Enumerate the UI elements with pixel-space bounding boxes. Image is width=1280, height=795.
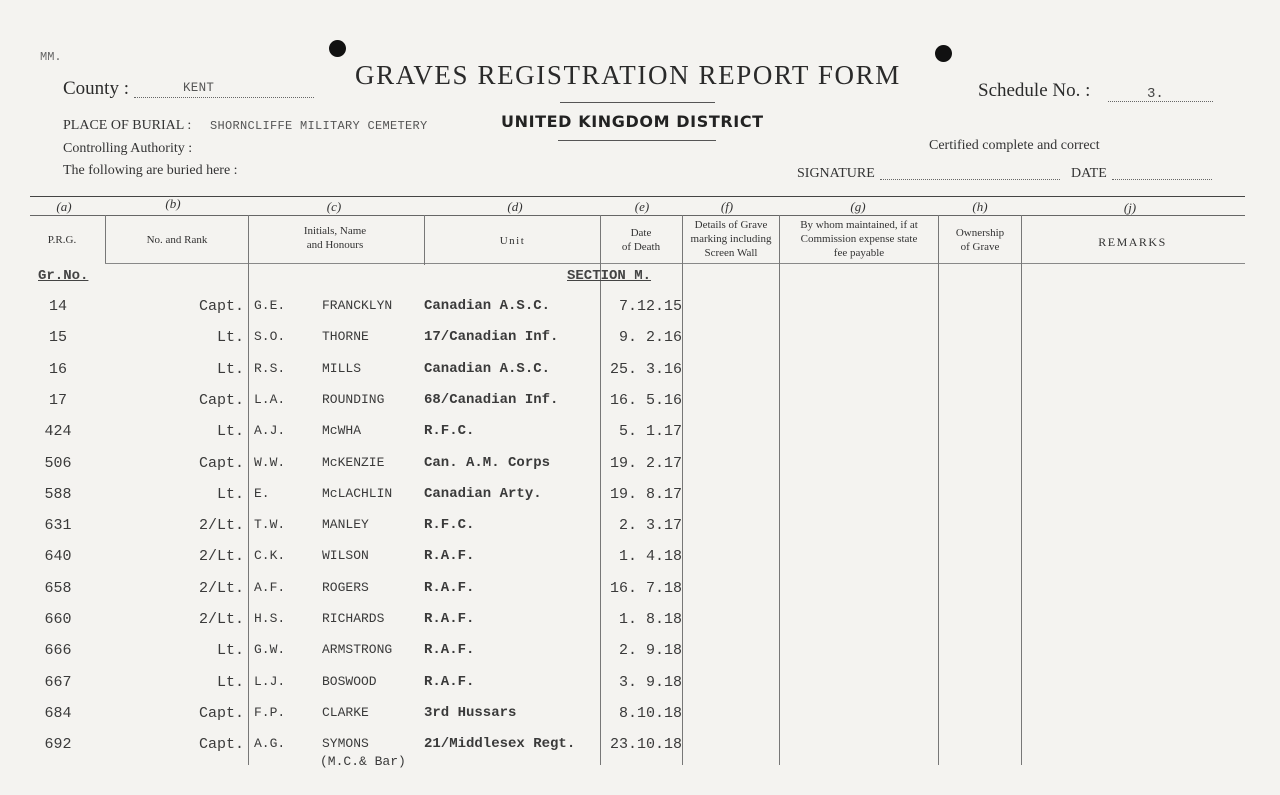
county-value: KENT [183,81,215,95]
place-label: PLACE OF BURIAL : [63,118,192,133]
district-underline [558,140,716,141]
date-of-death: 19. 8.17 [609,485,682,503]
form-title: GRAVES REGISTRATION REPORT FORM [355,60,901,90]
grave-number: 660 [44,611,72,628]
corner-mark: MM. [40,50,62,64]
column-letter-g: (g) [850,199,866,214]
county-line [134,97,314,98]
grave-number: 17 [48,391,67,409]
gr-no-label: Gr.No. [38,268,89,284]
rank: Capt. [198,704,244,722]
table-row [0,705,1280,733]
unit: R.F.C. [424,517,475,534]
column-letter-e: (e) [634,199,650,214]
initials: L.J. [254,673,286,689]
surname: RICHARDS [322,611,385,626]
rank: Lt. [216,360,244,378]
unit: R.A.F. [424,611,475,627]
district-heading: UNITED KINGDOM DISTRICT [501,112,764,131]
rank: Lt. [216,485,244,503]
grave-number: 684 [44,704,72,722]
unit: R.F.C. [424,423,475,440]
column-header-grave-details: Details of Grave marking including Screen Wall [690,219,772,259]
rank: Lt. [216,642,244,660]
initials: G.W. [254,642,286,658]
initials: A.J. [254,423,286,439]
table-row [0,423,1280,451]
initials: E. [254,485,270,501]
surname: McWHA [322,423,362,439]
table-top-rule [30,196,1245,197]
rank: Capt. [198,736,244,754]
unit: Canadian A.S.C. [424,360,551,377]
column-letter-h: (h) [972,199,988,214]
unit: R.A.F. [424,673,475,690]
initials: A.G. [254,736,286,752]
date-of-death: 8.10.18 [618,704,682,722]
title-underline [560,102,715,103]
unit: 21/Middlesex Regt. [424,736,576,753]
rank: 2/Lt. [198,548,244,566]
column-divider [424,215,425,265]
section-label: SECTION M. [567,268,652,284]
unit: Canadian Arty. [424,485,542,502]
surname: THORNE [322,329,369,345]
honours: (M.C.& Bar) [320,754,406,770]
table-row [0,642,1280,670]
column-header-remarks: REMARKS [1098,235,1167,249]
rank: Capt. [198,454,244,472]
column-divider [105,215,106,263]
date-line [1112,179,1212,180]
surname: MANLEY [322,517,369,533]
grave-number: 666 [44,642,72,660]
surname: SYMONS [322,736,369,752]
date-of-death: 9. 2.16 [618,329,682,347]
date-of-death: 5. 1.17 [618,423,682,441]
initials: L.A. [254,391,286,407]
grave-number: 16 [48,360,67,378]
date-of-death: 19. 2.17 [609,454,682,472]
rank: Capt. [198,298,244,315]
column-header-rank: No. and Rank [146,234,208,246]
date-of-death: 7.12.15 [618,298,682,315]
unit: R.A.F. [424,642,475,659]
date-of-death: 16. 7.18 [609,579,682,597]
date-label: DATE [1071,166,1107,181]
date-of-death: 3. 9.18 [618,673,682,691]
date-of-death: 2. 3.17 [618,517,682,535]
grave-number: 640 [44,548,72,566]
initials: R.S. [254,360,286,376]
grave-number: 667 [44,673,72,691]
surname: McKENZIE [322,454,385,470]
surname: ROUNDING [322,391,385,407]
unit: R.A.F. [424,548,475,565]
rank: 2/Lt. [198,517,244,535]
punch-hole-left [329,40,346,57]
signature-label: SIGNATURE [797,166,875,181]
table-row [0,580,1280,608]
table-row [0,736,1280,770]
initials: A.F. [254,579,286,595]
rank: 2/Lt. [198,611,244,628]
rank: Lt. [216,329,244,347]
column-letter-a: (a) [56,199,72,214]
date-of-death: 2. 9.18 [618,642,682,660]
column-header-ownership: Ownership of Grave [955,227,1005,253]
unit: 3rd Hussars [424,704,517,721]
buried-here-label: The following are buried here : [63,163,238,178]
schedule-label: Schedule No. : [978,80,1091,101]
table-row [0,486,1280,514]
column-header-date: Date of Death [621,227,661,253]
initials: C.K. [254,548,286,564]
table-row [0,361,1280,389]
column-header-prg: P.R.G. [47,234,77,246]
unit: Canadian A.S.C. [424,298,551,314]
table-row [0,517,1280,545]
rank: Capt. [198,391,244,409]
surname: WILSON [322,548,369,564]
date-of-death: 25. 3.16 [609,360,682,378]
table-row [0,329,1280,357]
surname: MILLS [322,360,362,376]
column-letter-rule [30,215,1245,216]
initials: T.W. [254,517,286,533]
grave-number: 424 [44,423,72,441]
signature-line [880,179,1060,180]
rank: Lt. [216,673,244,691]
initials: H.S. [254,611,286,626]
initials: F.P. [254,704,286,720]
unit: 68/Canadian Inf. [424,391,559,408]
column-letter-j: (j) [1123,200,1137,215]
date-of-death: 1. 8.18 [618,611,682,628]
surname: ROGERS [322,579,369,595]
grave-number: 588 [44,485,72,503]
schedule-value: 3. [1147,86,1164,102]
initials: S.O. [254,329,286,345]
grave-number: 631 [44,517,72,535]
column-header-unit: Unit [499,235,526,247]
surname: ARMSTRONG [322,642,393,658]
date-of-death: 1. 4.18 [618,548,682,566]
controlling-authority-label: Controlling Authority : [63,141,193,156]
table-row [0,611,1280,639]
grave-number: 658 [44,579,72,597]
grave-number: 15 [48,329,67,347]
header-bottom-rule [105,263,1245,264]
column-letter-b: (b) [165,196,181,211]
column-letter-c: (c) [326,199,342,214]
unit: Can. A.M. Corps [424,454,551,471]
surname: FRANCKLYN [322,298,393,313]
date-of-death: 23.10.18 [609,736,682,754]
unit: R.A.F. [424,579,475,596]
rank: Lt. [216,423,244,441]
surname: CLARKE [322,704,369,720]
column-header-name: Initials, Name and Honours [303,225,367,251]
unit: 17/Canadian Inf. [424,329,559,346]
initials: W.W. [254,454,286,470]
date-of-death: 16. 5.16 [609,391,682,409]
grave-number: 506 [44,454,72,472]
column-header-maintained: By whom maintained, if at Commission expense state fee payable [800,219,918,259]
surname: McLACHLIN [322,485,393,501]
table-row [0,548,1280,576]
table-row [0,674,1280,702]
column-letter-d: (d) [507,199,523,214]
table-row [0,392,1280,420]
punch-hole-right [935,45,952,62]
table-row [0,455,1280,483]
place-value: SHORNCLIFFE MILITARY CEMETERY [210,119,428,133]
grave-number: 692 [44,736,72,754]
grave-number: 14 [48,298,67,315]
table-row [0,298,1280,326]
certified-label: Certified complete and correct [929,138,1100,153]
county-label: County : [63,78,129,99]
initials: G.E. [254,298,286,313]
surname: BOSWOOD [322,673,377,689]
column-letter-f: (f) [720,199,734,214]
rank: 2/Lt. [198,579,244,597]
